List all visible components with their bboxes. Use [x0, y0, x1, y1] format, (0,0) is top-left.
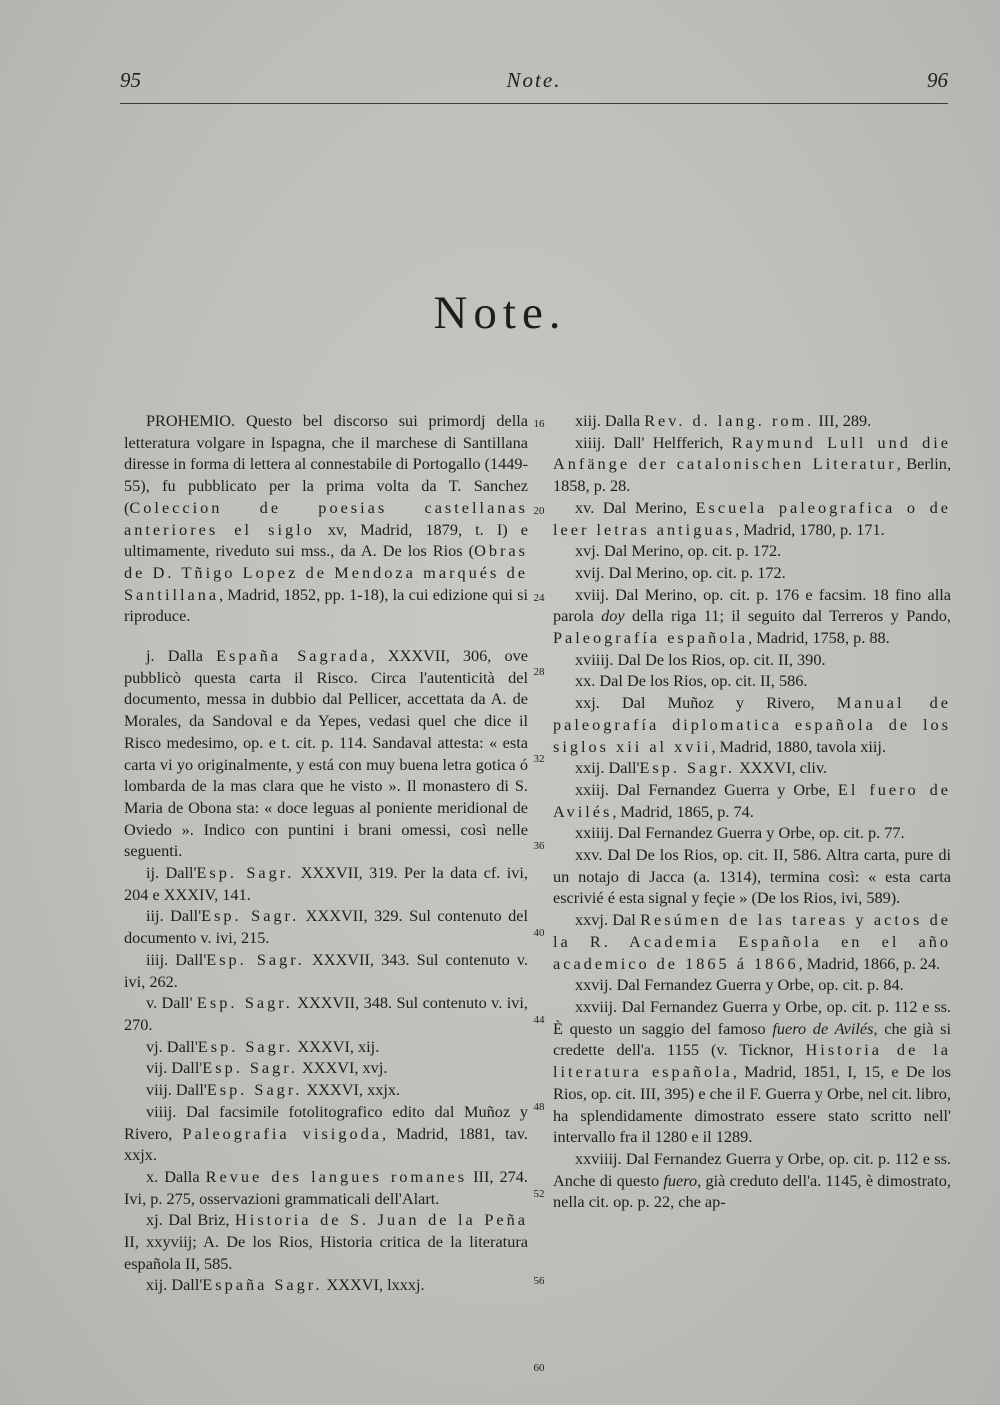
note-entry [124, 1079, 528, 1101]
note-entry [553, 670, 951, 692]
note-entry [553, 909, 951, 974]
note-spaced-title: Raymund Lull und die Anfänge der catalonischen Literatur [553, 432, 951, 474]
note-spaced-title: Manual de paleografía diplomatica española de los siglos xii al xvii [553, 693, 951, 756]
line-number: 56 [533, 1275, 545, 1287]
note-text: xxvj. Dal [575, 910, 641, 930]
note-entry [553, 649, 951, 671]
note-text: xxviiij. Dal Fernandez Guerra y Orbe, op. cit. p. 112 e ss. Anche di questo [553, 1148, 951, 1190]
note-spaced-title: Esp. Sagr. [206, 1080, 303, 1100]
prohemio-note [124, 410, 528, 627]
line-number: 52 [533, 1188, 545, 1200]
note-text: xxiij. Dal Fernandez Guerra y Orbe, [575, 779, 838, 799]
right-column [553, 410, 951, 1213]
note-text: , Madrid, 1866, p. 24. [798, 953, 941, 973]
note-spaced-title: España Sagrada [216, 646, 371, 666]
note-text: , già creduto dell'a. 1145, è dimostrato, nella cit. op. p. 22, che ap- [553, 1170, 951, 1212]
note-spaced-title: Esp. Sagr. [206, 949, 305, 969]
line-number: 40 [533, 927, 545, 939]
line-number: 32 [533, 753, 545, 765]
note-text: , XXXVII, 306, ove pubblicò questa carta il Risco. Circa l'autenticità del documento, messa in dubbio dal Pellicer, accettata da A. de Morales, da Sandoval e da Yepes, vedasi quel che dice il Risco medesimo, op. e t. cit. p. 114. Sandaval attesta: « esta carta vi yo originalmente, y está con muy buena letra gotica ó lombarda de la mas clara que he visto ». Il monastero di S. Maria de Obona sta: « doce leguas al poniente meridional de Oviedo ». Indico con puntini i brani omessi, così nelle seguenti. [124, 646, 528, 861]
note-text: XXXVI, xvj. [297, 1058, 388, 1078]
note-spaced-title: Revue des langues romanes [205, 1166, 468, 1186]
note-text: III, 274. Ivi, p. 275, osservazioni grammaticali dell'Alart. [124, 1166, 529, 1208]
running-title: Note. [506, 68, 562, 92]
line-number: 60 [533, 1362, 545, 1374]
note-entry [553, 1148, 951, 1213]
note-text: xiiij. Dall' Helfferich, [575, 432, 732, 452]
line-number: 48 [533, 1101, 545, 1113]
note-entry [553, 497, 951, 540]
note-entry [553, 974, 951, 996]
line-number: 36 [533, 840, 545, 852]
note-text: xiij. Dalla [575, 411, 645, 430]
note-text: xxvij. Dal Fernandez Guerra y Orbe, op. cit. p. 84. [575, 975, 904, 995]
note-text: xv. Dal Merino, [575, 497, 696, 517]
note-text: iij. Dall' [146, 906, 202, 926]
note-entry [553, 996, 951, 1148]
note-text: xvj. Dal Merino, op. cit. p. 172. [575, 541, 782, 561]
section-title: Note. [433, 287, 567, 339]
note-text: xxviij. Dal Fernandez Guerra y Orbe, op. cit. p. 112 e ss. È questo un saggio del famoso [553, 996, 951, 1038]
note-text: xj. Dal Briz, [146, 1210, 236, 1230]
note-italic: fuero [663, 1170, 698, 1190]
note-text: x. Dalla [146, 1166, 206, 1186]
note-entry [124, 949, 528, 992]
note-text: xvij. Dal Merino, op. cit. p. 172. [575, 562, 786, 582]
note-text: , Madrid, 1865, p. 74. [612, 801, 754, 821]
page-number-left: 95 [120, 68, 141, 92]
note-entry [124, 1101, 528, 1166]
note-text: xxiiij. Dal Fernandez Guerra y Orbe, op. cit. p. 77. [575, 823, 905, 843]
left-column [124, 410, 528, 1296]
note-text: ij. Dall' [146, 863, 197, 883]
note-text: xxj. Dal Muñoz y Rivero, [575, 693, 837, 713]
note-text: XXXVI, xxjx. [302, 1080, 401, 1100]
prohemio-spaced-title: Coleccion de poesias castellanas anteriores el siglo [124, 497, 528, 539]
note-entry [124, 1166, 528, 1209]
note-text: vj. Dall' [146, 1036, 198, 1056]
note-entry [124, 1057, 528, 1079]
header-rule [120, 103, 948, 104]
note-text: xviiij. Dal De los Rios, op. cit. II, 390. [575, 649, 826, 669]
note-text: xij. Dall' [146, 1275, 203, 1295]
page-number-right: 96 [927, 68, 948, 92]
note-entry [553, 779, 951, 822]
prohemio-spaced-title: Obras de D. Tñigo Lopez de Mendoza marqués de Santillana [124, 541, 528, 604]
note-text: XXXVII, 348. Sul contenuto v. ivi, 270. [124, 993, 528, 1034]
note-spaced-title: Esp. Sagr. [201, 906, 300, 926]
note-spaced-title: Esp. Sagr. [196, 863, 295, 883]
note-text: XXXVI, cliv. [735, 758, 828, 778]
note-spaced-title: Paleografia visigoda [182, 1123, 382, 1143]
line-number: 24 [533, 592, 545, 604]
note-spaced-title: Historia de S. Juan de la Peña [235, 1210, 528, 1230]
line-number: 28 [533, 666, 545, 678]
note-entry [124, 992, 528, 1035]
note-text: , Berlin, 1858, p. 28. [553, 454, 952, 496]
note-entry [124, 1274, 528, 1296]
note-spaced-title: Esp. Sagr. [196, 993, 293, 1013]
note-entry [124, 1036, 528, 1058]
note-text: xviij. Dal Merino, op. cit. p. 176 e facsim. 18 fino alla parola [553, 584, 951, 626]
note-entry [124, 905, 528, 948]
note-text: XXXVII, 329. Sul contenuto del documento v. ivi, 215. [124, 906, 528, 948]
note-spaced-title: Historia de la literatura española [553, 1040, 951, 1082]
note-text: II, xxyviij; A. De los Rios, Historia critica de la literatura española II, 585. [124, 1232, 528, 1273]
note-entry [553, 692, 951, 757]
note-spaced-title: Rev. d. lang. rom. [644, 411, 815, 430]
note-text: v. Dall' [146, 993, 197, 1013]
note-entry [553, 757, 951, 779]
note-entry [553, 410, 951, 432]
note-spaced-title: España Sagr. [202, 1275, 323, 1295]
note-entry [124, 862, 528, 905]
note-text: , che già si credette dell'a. 1155 (v. Ticknor, [553, 1018, 952, 1060]
note-text: viij. Dall' [146, 1080, 207, 1100]
note-text: III, 289. [814, 411, 872, 430]
note-text: viiij. Dal facsimile fotolitografico edito dal Muñoz y Rivero, [124, 1101, 528, 1143]
note-text: XXXVI, xij. [293, 1036, 380, 1056]
note-text: , Madrid, 1780, p. 171. [735, 519, 885, 539]
note-spaced-title: Esp. Sagr. [639, 758, 736, 778]
prohemio-text: , Madrid, 1852, pp. 1-18), la cui edizione qui si riproduce. [124, 584, 528, 626]
note-entry [553, 540, 951, 562]
note-entry [553, 822, 951, 844]
note-text: , Madrid, 1881, tav. xxjx. [124, 1123, 529, 1165]
note-entry [553, 432, 951, 497]
note-entry [124, 1209, 528, 1274]
note-text: iiij. Dall' [146, 949, 207, 969]
note-spaced-title: Resúmen de las tareas y actos de la R. Academia Española en el año academico de 1865 á 1866 [553, 910, 951, 973]
note-entry [553, 844, 951, 909]
note-entry [553, 584, 951, 649]
note-text: xx. Dal De los Rios, op. cit. II, 586. [575, 671, 808, 691]
note-spaced-title: Esp. Sagr. [197, 1036, 294, 1056]
note-text: vij. Dall' [146, 1058, 203, 1078]
note-entry [553, 562, 951, 584]
note-text: XXXVII, 343. Sul contenuto v. ivi, 262. [124, 949, 528, 991]
prohemio-label: PROHEMIO. [146, 411, 236, 430]
note-text: , Madrid, 1758, p. 88. [748, 628, 890, 648]
note-spaced-title: Paleografía española [553, 628, 749, 648]
note-text: , Madrid, 1880, tavola xiij. [711, 736, 887, 756]
note-spaced-title: Esp. Sagr. [202, 1058, 298, 1078]
prohemio-text: Questo bel discorso sui primordj della letteratura volgare in Ispagna, che il marchese di Santillana diresse in forma di lettera al connestabile di Portogallo (1449-55), fu pubblicato per la prima volta da T. Sanchez ( [124, 411, 528, 517]
note-entry [124, 645, 528, 862]
note-text: XXXVII, 319. Per la data cf. ivi, 204 e XXXIV, 141. [124, 863, 528, 904]
note-spaced-title: Escuela paleografica o de leer letras antiguas [553, 497, 951, 539]
note-text: xxij. Dall' [575, 758, 640, 778]
note-text: della riga 11; il seguito dal Terreros y Pando, [624, 606, 951, 626]
line-number: 20 [533, 505, 545, 517]
line-number: 16 [533, 418, 545, 430]
note-spaced-title: El fuero de Avilés [553, 779, 951, 821]
note-text: , Madrid, 1851, I, 15, e De los Rios, op. cit. III, 395) e che il F. Guerra y Orbe, nel cit. libro, ha splendidamente dimostrato essere stato scritto nell' intervallo fra il 1280 e il 1289. [553, 1062, 952, 1147]
note-italic: doy [601, 606, 625, 626]
running-header [120, 68, 948, 98]
note-text: j. Dalla [146, 646, 217, 666]
line-number: 44 [533, 1014, 545, 1026]
note-text: xxv. Dal De los Rios, op. cit. II, 586. Altra carta, pure di un notajo di Jacca (a. 1314), termina così: « esta carta escrivié é esta signal y feçie » (De los Rios, ivi, 589). [553, 845, 951, 908]
prohemio-text: xv, Madrid, 1879, t. I) e ultimamente, riveduto sui mss., da A. De los Rios ( [124, 519, 529, 561]
note-text: XXXVI, lxxxj. [322, 1275, 425, 1295]
note-italic: fuero de Avilés [772, 1018, 874, 1038]
